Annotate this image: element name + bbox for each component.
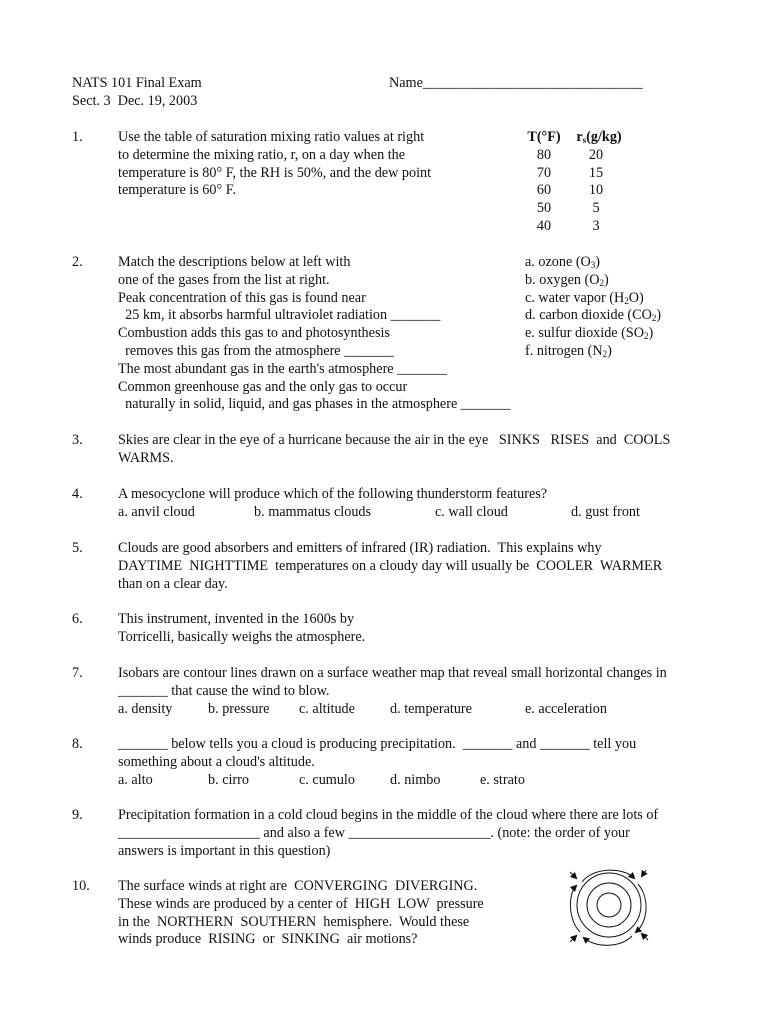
gas-option: e. sulfur dioxide $(SO_2)$	[525, 325, 654, 342]
answer-option: c. altitude	[299, 700, 355, 717]
question-1-text	[118, 129, 431, 200]
question-line: 25 km, it absorbs harmful ultraviolet radiation _______	[118, 307, 441, 324]
question-line: winds produce RISING or SINKING air motions?	[118, 931, 418, 948]
question-number: 5.	[72, 540, 83, 556]
table-row	[524, 165, 628, 183]
saturation-mixing-ratio-table	[524, 129, 628, 236]
answer-option: d. gust front	[571, 503, 640, 520]
answer-option: d. temperature	[390, 700, 472, 717]
question-number: 10.	[72, 878, 90, 894]
answer-option: b. cirro	[208, 771, 249, 788]
question-line: A mesocyclone will produce which of the following thunderstorm features?	[118, 486, 548, 502]
answer-options	[118, 772, 636, 790]
question-line: Isobars are contour lines drawn on a surface weather map that reveal small horizontal changes in	[118, 665, 667, 681]
question-line: Torricelli, basically weighs the atmosphere.	[118, 628, 366, 645]
question-8-text	[118, 736, 636, 789]
answer-option: c. cumulo	[299, 771, 355, 788]
question-line: Combustion adds this gas to and photosynthesis	[118, 325, 390, 342]
table-cell: 80	[536, 146, 552, 163]
gas-option: f. nitrogen $(N_2)$	[525, 342, 612, 359]
table-row	[524, 182, 628, 200]
question-2-text	[118, 254, 510, 414]
table-header-mixing-ratio: $r_s(g/kg)$	[576, 129, 622, 145]
question-line: naturally in solid, liquid, and gas phases in the atmosphere _______	[118, 396, 511, 413]
question-3-text	[118, 432, 670, 468]
question-line: DAYTIME NIGHTTIME temperatures on a cloudy day will usually be COOLER WARMER	[118, 557, 663, 574]
question-number: 8.	[72, 736, 83, 752]
table-header-temperature: T(°F)	[527, 129, 561, 145]
table-cell: 15	[588, 164, 604, 181]
question-line: in the NORTHERN SOUTHERN hemisphere. Would these	[118, 913, 470, 930]
section-date: Sect. 3 Dec. 19, 2003	[72, 93, 198, 109]
question-number: 3.	[72, 432, 83, 448]
answer-options	[118, 504, 640, 522]
question-line: The most abundant gas in the earth's atmosphere _______	[118, 360, 447, 377]
question-line: temperature is 80° F, the RH is 50%, and the dew point	[118, 164, 432, 181]
question-line: ____________________ and also a few ____________________. (note: the order of your	[118, 824, 630, 841]
question-number: 1.	[72, 129, 83, 145]
table-cell: 70	[536, 164, 552, 181]
gas-option: d. carbon dioxide $(CO_2)$	[525, 307, 662, 324]
question-number: 6.	[72, 611, 83, 627]
question-line: WARMS.	[118, 449, 174, 466]
question-line: than on a clear day.	[118, 575, 228, 592]
question-number: 4.	[72, 486, 83, 502]
answer-option: b. mammatus clouds	[254, 503, 372, 520]
question-line: removes this gas from the atmosphere _______	[118, 342, 394, 359]
question-line: Clouds are good absorbers and emitters of infrared (IR) radiation. This explains why	[118, 540, 602, 556]
answer-option: a. density	[118, 700, 173, 717]
answer-option: c. wall cloud	[435, 503, 508, 520]
answer-option: a. alto	[118, 771, 153, 788]
table-cell: 40	[536, 217, 552, 234]
course-title: NATS 101 Final Exam	[72, 75, 202, 91]
question-line: Precipitation formation in a cold cloud begins in the middle of the cloud where there are lots of	[118, 807, 659, 823]
question-line: Use the table of saturation mixing ratio values at right	[118, 129, 425, 145]
table-cell: 60	[536, 182, 552, 199]
question-line: temperature is 60° F.	[118, 182, 237, 199]
question-line: This instrument, invented in the 1600s by	[118, 611, 355, 627]
name-field: Name_______________________________	[389, 75, 643, 91]
question-line: The surface winds at right are CONVERGING DIVERGING.	[118, 878, 478, 894]
answer-option: e. strato	[480, 771, 525, 788]
question-9-text	[118, 807, 658, 860]
question-10-text	[118, 878, 484, 949]
table-row	[524, 218, 628, 236]
question-line: _______ that cause the wind to blow.	[118, 682, 330, 699]
gas-list	[525, 254, 661, 361]
question-5-text	[118, 540, 662, 593]
answer-option: b. pressure	[208, 700, 270, 717]
question-line: Peak concentration of this gas is found near	[118, 289, 366, 306]
question-line: one of the gases from the list at right.	[118, 271, 330, 288]
question-line: _______ below tells you a cloud is producing precipitation. _______ and _______ tell you	[118, 736, 637, 752]
spiral-wind-diagram-icon	[562, 860, 656, 950]
question-number: 2.	[72, 254, 83, 270]
answer-options	[118, 701, 667, 719]
question-4-text	[118, 486, 640, 522]
gas-option: c. water vapor $(H_2O)$	[525, 289, 644, 306]
question-line: Common greenhouse gas and the only gas to occur	[118, 378, 408, 395]
table-cell: 3	[592, 217, 600, 234]
question-7-text	[118, 665, 667, 718]
question-6-text	[118, 611, 365, 647]
question-line: Skies are clear in the eye of a hurricane because the air in the eye SINKS RISES and COOLS	[118, 432, 671, 448]
table-cell: 5	[592, 200, 600, 217]
question-line: something about a cloud's altitude.	[118, 753, 315, 770]
table-row	[524, 200, 628, 218]
question-line: to determine the mixing ratio, r, on a day when the	[118, 146, 406, 163]
answer-option: d. nimbo	[390, 771, 441, 788]
answer-option: e. acceleration	[525, 700, 607, 717]
table-cell: 20	[588, 146, 604, 163]
question-line: Match the descriptions below at left with	[118, 254, 351, 270]
question-number: 9.	[72, 807, 83, 823]
gas-option: a. ozone $(O_3)$	[525, 254, 601, 270]
question-line: answers is important in this question)	[118, 842, 331, 859]
table-cell: 10	[588, 182, 604, 199]
table-row	[524, 147, 628, 165]
gas-option: b. oxygen $(O_2)$	[525, 271, 609, 288]
question-number: 7.	[72, 665, 83, 681]
question-line: These winds are produced by a center of HIGH LOW pressure	[118, 895, 484, 912]
answer-option: a. anvil cloud	[118, 503, 195, 520]
table-cell: 50	[536, 200, 552, 217]
